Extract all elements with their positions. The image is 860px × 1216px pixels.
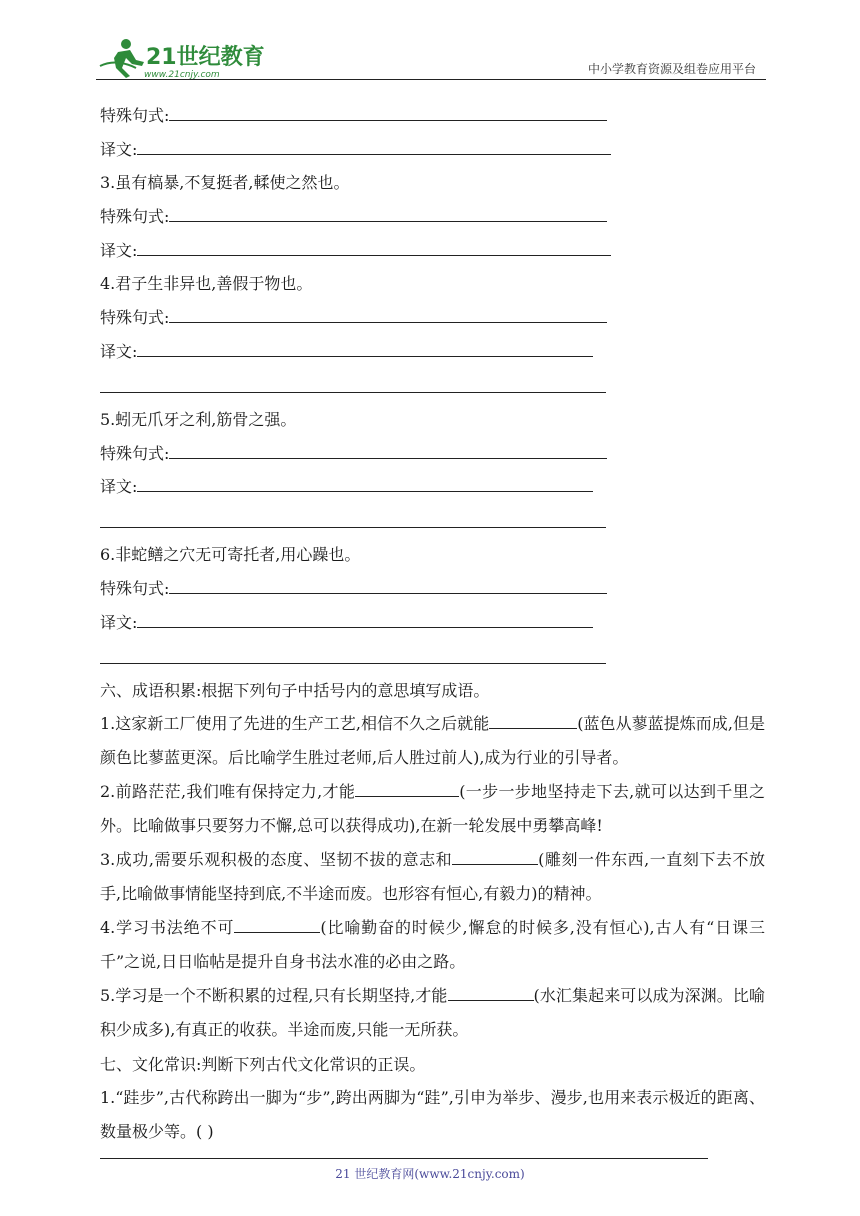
answer-blank[interactable] [355,779,459,797]
translation-row [100,340,593,364]
special-form-row [100,306,607,330]
footer-text: 21 世纪教育网(www.21cnjy.com) [335,1167,525,1181]
answer-line[interactable] [137,340,593,357]
answer-blank[interactable] [489,711,577,729]
idiom-question: 3.成功,需要乐观积极的态度、坚韧不拔的意志和 (雕刻一件东西,一直刻下去不放手,比喻做事情能坚持到底,不半途而废。也形容有恒心,有毅力)的精神。 [100,843,765,911]
answer-line[interactable] [137,138,611,155]
question-item: 3.虽有槁暴,不复挺者,輮使之然也。 [100,173,350,192]
translation-label: 译文: [100,613,138,632]
answer-line[interactable] [169,306,607,323]
answer-line[interactable] [169,205,607,222]
section-title: 六、成语积累:根据下列句子中括号内的意思填写成语。 [100,681,490,700]
answer-line[interactable] [137,239,611,256]
site-logo [96,36,266,80]
translation-label: 译文: [100,241,138,260]
idiom-question: 1.这家新工厂使用了先进的生产工艺,相信不久之后就能 (蓝色从蓼蓝提炼而成,但是颜色比蓼蓝更深。后比喻学生胜过老师,后人胜过前人),成为行业的引导者。 [100,707,765,775]
special-form-label: 特殊句式: [100,579,170,598]
special-form-row [100,442,607,466]
translation-row [100,138,611,162]
translation-label: 译文: [100,342,138,361]
answer-line[interactable] [100,527,606,528]
footer-divider [100,1158,708,1159]
answer-line[interactable] [169,442,607,459]
answer-line[interactable] [137,611,593,628]
special-form-label: 特殊句式: [100,207,170,226]
answer-line[interactable] [169,577,607,594]
idiom-question: 2.前路茫茫,我们唯有保持定力,才能 (一步一步地坚持走下去,就可以达到千里之外。比喻做事只要努力不懈,总可以获得成功),在新一轮发展中勇攀高峰! [100,775,765,843]
svg-text:21世纪教育: 21世纪教育 [146,45,265,70]
culture-question: 1.“跬步”,古代称跨出一脚为“步”,跨出两脚为“跬”,引申为举步、漫步,也用来表示极近的距离、数量极少等。( ) [100,1088,765,1141]
answer-line[interactable] [100,663,606,664]
section-title: 七、文化常识:判断下列古代文化常识的正误。 [100,1055,426,1074]
question-item: 5.蚓无爪牙之利,筋骨之强。 [100,410,297,429]
answer-line[interactable] [100,392,606,393]
special-form-label: 特殊句式: [100,308,170,327]
translation-label: 译文: [100,477,138,496]
header-divider [96,79,766,80]
answer-blank[interactable] [452,847,538,865]
header-tagline: 中小学教育资源及组卷应用平台 [587,62,756,76]
special-form-label: 特殊句式: [100,444,170,463]
answer-blank[interactable] [448,983,534,1001]
idiom-question: 5.学习是一个不断积累的过程,只有长期坚持,才能 (水汇集起来可以成为深渊。比喻积少成多),有真正的收获。半途而废,只能一无所获。 [100,979,765,1047]
answer-line[interactable] [169,104,607,121]
special-form-label: 特殊句式: [100,106,170,125]
special-form-row [100,205,607,229]
special-form-row [100,577,607,601]
answer-blank[interactable] [234,915,320,933]
question-item: 6.非蛇鳝之穴无可寄托者,用心躁也。 [100,545,361,564]
svg-text:www.21cnjy.com: www.21cnjy.com [144,70,220,80]
translation-label: 译文: [100,140,138,159]
special-form-row [100,104,607,128]
answer-line[interactable] [137,475,593,492]
translation-row [100,239,611,263]
translation-row [100,475,593,499]
idiom-question: 4.学习书法绝不可 (比喻勤奋的时候少,懈怠的时候多,没有恒心),古人有“日课三千”之说,日日临帖是提升自身书法水准的必由之路。 [100,911,765,979]
translation-row [100,611,593,635]
question-item: 4.君子生非异也,善假于物也。 [100,274,313,293]
